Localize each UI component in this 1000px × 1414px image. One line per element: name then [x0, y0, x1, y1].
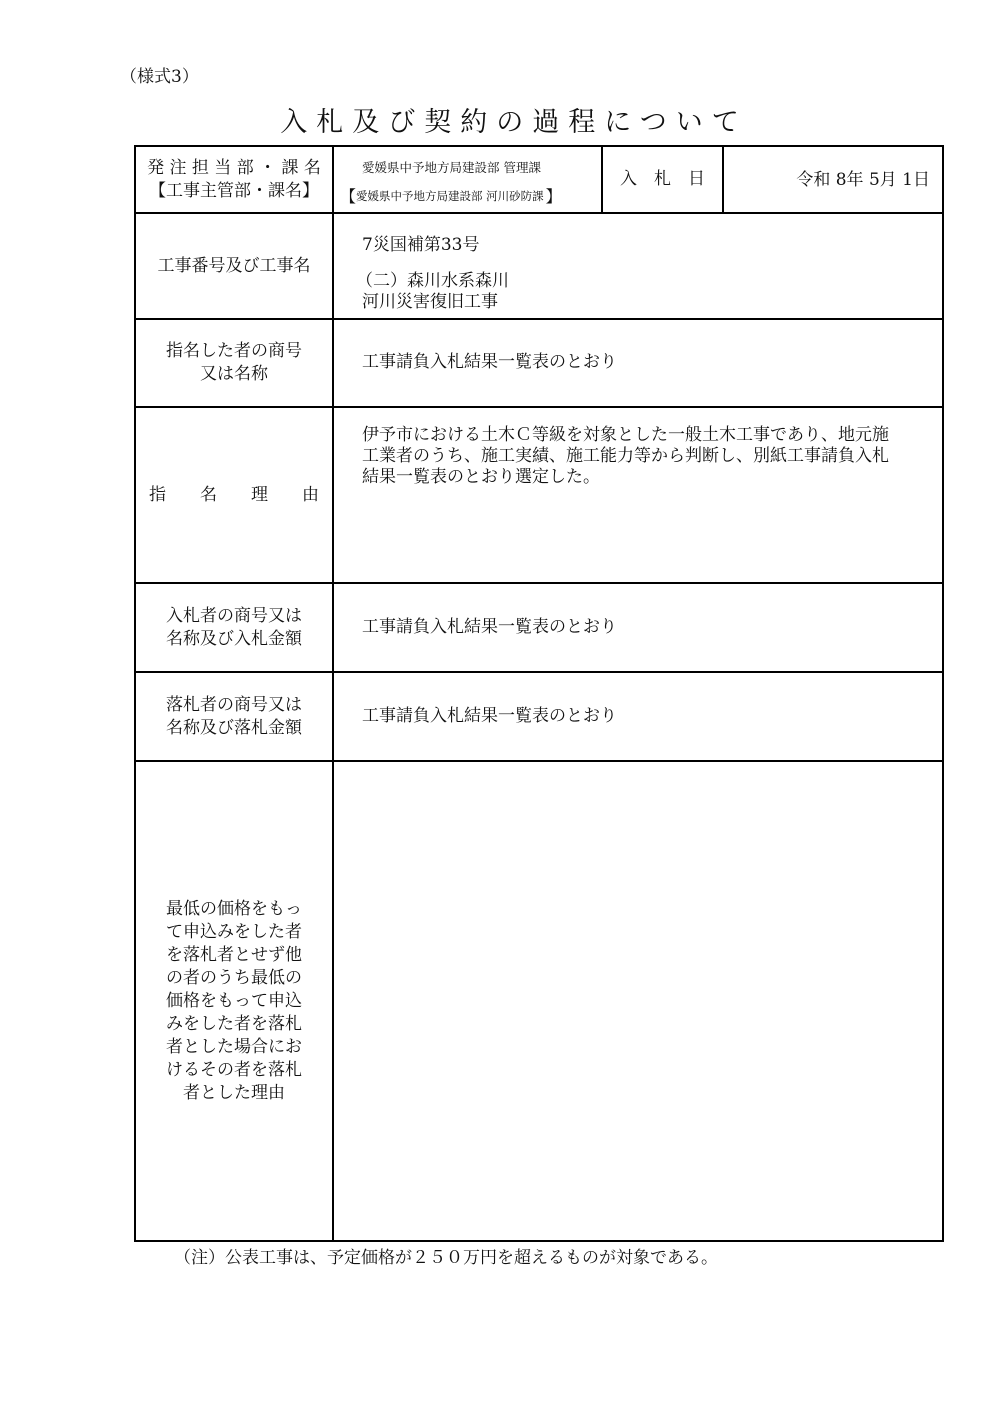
dept-value-line1: 愛媛県中予地方局建設部 管理課: [362, 160, 541, 175]
document-title: 入札及び契約の過程について: [280, 107, 748, 138]
reason-value-line3: 結果一覧表のとおり選定した。: [362, 467, 600, 487]
dept-bracket-open: 【: [340, 187, 357, 206]
project-name-line2: 河川災害復旧工事: [362, 292, 498, 312]
exception-label-line: けるその者を落札: [166, 1059, 302, 1080]
reason-label: 指 名 理 由: [149, 484, 319, 505]
winner-value: 工事請負入札結果一覧表のとおり: [362, 706, 617, 726]
winner-label-line1: 落札者の商号又は: [166, 694, 302, 715]
nominees-label-cell: [136, 320, 332, 406]
reason-label-cell: [136, 408, 332, 582]
bid-date-value: 令和 8年 5月 1日: [796, 170, 930, 190]
nominees-label-line1: 指名した者の商号: [166, 341, 302, 361]
dept-bracket-close: 】: [545, 187, 562, 206]
winner-label-line2: 名称及び落札金額: [166, 717, 302, 738]
bidders-label-line1: 入札者の商号又は: [166, 605, 302, 626]
footnote: （注）公表工事は、予定価格が２５０万円を超えるものが対象である。: [174, 1248, 718, 1268]
reason-value-line2: 工業者のうち、施工実績、施工能力等から判断し、別紙工事請負入札: [362, 446, 889, 466]
bid-date-label: [603, 147, 722, 212]
exception-label-line: 者とした場合にお: [166, 1036, 302, 1057]
nominees-value-cell: [334, 320, 942, 406]
dept-label-cell: [136, 147, 332, 212]
table-border-bottom: [134, 1240, 944, 1242]
exception-label-line: て申込みをした者: [166, 921, 302, 942]
dept-label-line2: 【工事主管部・課名】: [149, 180, 319, 201]
nominees-label-line2: 又は名称: [200, 364, 268, 384]
reason-value-cell: [334, 408, 942, 582]
exception-label-line: 価格をもって申込: [166, 990, 302, 1011]
exception-label-line: を落札者とせず他: [166, 944, 302, 965]
bidders-value: 工事請負入札結果一覧表のとおり: [362, 617, 617, 637]
nominees-value: 工事請負入札結果一覧表のとおり: [362, 352, 617, 372]
project-number: 7災国補第33号: [362, 235, 480, 255]
project-label-cell: [136, 214, 332, 318]
reason-value-line1: 伊予市における土木Ｃ等級を対象とした一般土木工事であり、地元施: [362, 425, 889, 445]
bid-date-cell: [724, 147, 942, 212]
table-border-right: [942, 145, 944, 1242]
bidders-value-cell: [334, 584, 942, 671]
exception-label-line: 最低の価格をもっ: [166, 898, 302, 919]
bid-date-label-text: 入 札 日: [620, 169, 705, 189]
exception-label-cell: [136, 762, 332, 1240]
dept-label-line1: 発 注 担 当 部 ・ 課 名: [147, 157, 321, 178]
dept-value-cell: [334, 147, 601, 212]
bidders-label-line2: 名称及び入札金額: [166, 628, 302, 649]
winner-label-cell: [136, 673, 332, 760]
project-name-line1: （二）森川水系森川: [356, 271, 509, 291]
project-value-cell: [334, 214, 942, 318]
exception-label-line: の者のうち最低の: [166, 967, 302, 988]
form-number-label: （様式3）: [120, 67, 199, 87]
winner-value-cell: [334, 673, 942, 760]
bidders-label-cell: [136, 584, 332, 671]
dept-value-line2: 愛媛県中予地方局建設部 河川砂防課: [356, 188, 544, 203]
exception-value-cell: [334, 762, 942, 1240]
exception-label-line: 者とした理由: [183, 1082, 285, 1103]
exception-label-line: みをした者を落札: [166, 1013, 302, 1034]
project-label: 工事番号及び工事名: [157, 255, 311, 276]
